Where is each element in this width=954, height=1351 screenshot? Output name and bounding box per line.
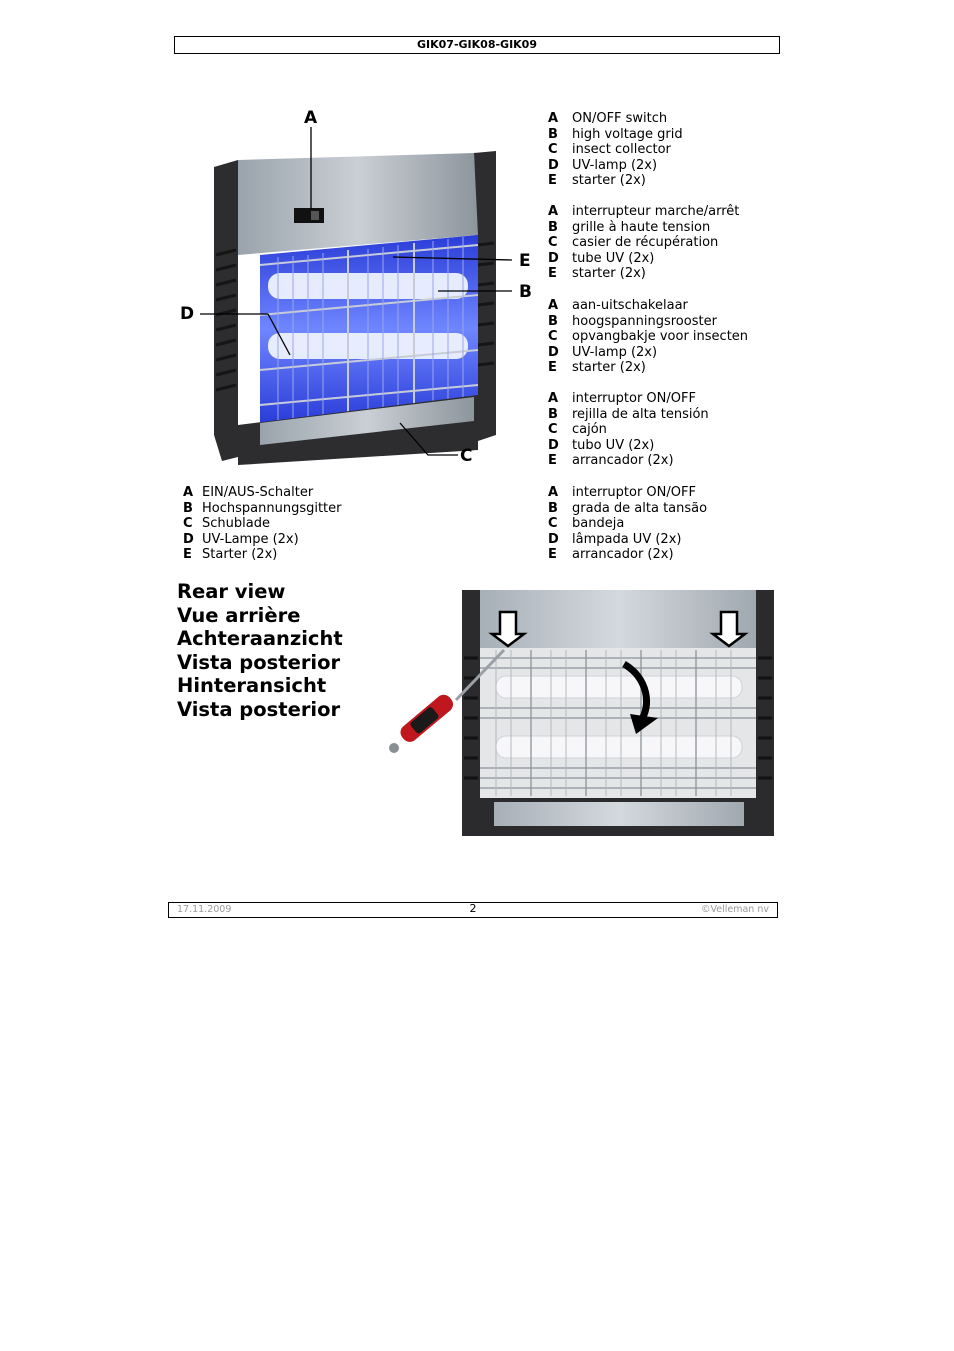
page-number: 2	[469, 902, 477, 915]
rear-view-titles	[177, 580, 343, 721]
legend-row: C casier de récupération	[548, 235, 719, 251]
legend-row: D UV-Lampe (2x)	[183, 531, 299, 547]
legend-row: E starter (2x)	[548, 360, 646, 376]
callout-a: A	[304, 108, 318, 128]
legend-en	[548, 111, 683, 189]
legend-row: C cajón	[548, 422, 607, 438]
legend-row: A EIN/AUS-Schalter	[183, 485, 314, 500]
legend-row: B grille à haute tension	[548, 219, 711, 235]
legend-row: A interrupteur marche/arrêt	[548, 204, 740, 219]
legend-row: B hoogspanningsrooster	[548, 313, 717, 329]
legend-row: E arrancador (2x)	[548, 547, 674, 563]
footer-date: 17.11.2009	[177, 904, 232, 915]
callout-e: E	[519, 251, 531, 271]
header-title: GIK07-GIK08-GIK09	[417, 38, 537, 51]
legend-row: B rejilla de alta tensión	[548, 406, 709, 422]
legend-row: D tube UV (2x)	[548, 250, 655, 266]
document-header	[174, 36, 780, 54]
legend-row: C Schublade	[183, 516, 270, 532]
rear-title-es: Vista posterior	[177, 650, 341, 674]
rear-title-fr: Vue arrière	[177, 603, 301, 627]
legend-row: B grada de alta tansão	[548, 500, 708, 516]
legend-pt	[548, 485, 707, 563]
legend-row: A interruptor ON/OFF	[548, 391, 696, 406]
legend-row: D tubo UV (2x)	[548, 437, 655, 453]
legend-row: E arrancador (2x)	[548, 453, 674, 469]
legend-row: A aan-uitschakelaar	[548, 298, 688, 313]
document-footer	[168, 902, 778, 918]
rear-title-pt: Vista posterior	[177, 697, 341, 721]
legend-row: A interruptor ON/OFF	[548, 485, 696, 500]
rear-title-en: Rear view	[177, 580, 286, 603]
legend-row: E Starter (2x)	[183, 547, 278, 563]
legend-row: E starter (2x)	[548, 266, 646, 282]
front-view-image	[178, 105, 536, 473]
legend-row: C insect collector	[548, 142, 671, 158]
rear-title-nl: Achteraanzicht	[177, 627, 343, 650]
callout-c: C	[460, 446, 473, 466]
legend-row: B high voltage grid	[548, 126, 683, 142]
callout-d: D	[180, 304, 195, 324]
legend-row: B Hochspannungsgitter	[183, 500, 342, 516]
legend-row: A ON/OFF switch	[548, 111, 668, 126]
legend-row: C bandeja	[548, 516, 625, 532]
rear-title-de: Hinteransicht	[177, 674, 327, 697]
legend-de	[183, 485, 342, 563]
legend-row: D UV-lamp (2x)	[548, 157, 658, 173]
legend-es	[548, 391, 709, 469]
legend-nl	[548, 298, 748, 376]
legend-fr	[548, 204, 739, 282]
legend-row: D UV-lamp (2x)	[548, 344, 658, 360]
legend-row: C opvangbakje voor insecten	[548, 329, 749, 345]
legend-row: E starter (2x)	[548, 173, 646, 189]
legend-row: D lâmpada UV (2x)	[548, 531, 682, 547]
rear-view-image	[386, 588, 778, 838]
callout-b: B	[519, 282, 532, 302]
footer-copyright: ©Velleman nv	[701, 904, 769, 915]
